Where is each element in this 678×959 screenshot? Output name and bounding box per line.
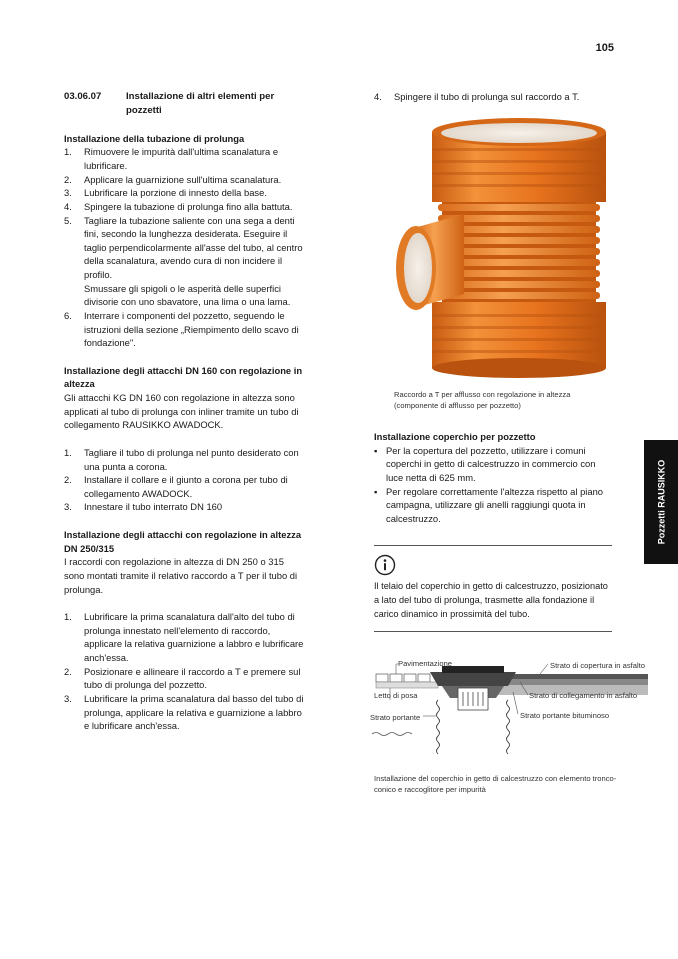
bullet-icon: ▪ <box>374 444 378 456</box>
label-strato-bituminoso: Strato portante bituminoso <box>520 711 610 720</box>
bedding-layer <box>376 682 438 688</box>
list-item: 3. Innestare il tubo interrato DN 160 <box>64 501 223 513</box>
ground-line <box>372 733 412 736</box>
bottom-rim <box>432 358 606 378</box>
page-number: 105 <box>595 42 614 54</box>
left-column <box>64 90 304 733</box>
label-pavimentazione: Pavimentazione <box>398 659 453 668</box>
paving-blocks <box>376 674 430 682</box>
step-text: Tagliare la tubazione saliente con una sega a denti fini, secondo la lunghezza desiderata. Eseguire il taglio perpendicolarmente all'asse del tubo, al centro della scanalatura, avendo cura di non incidere il profilo. <box>84 214 303 281</box>
t-fitting-photo <box>394 118 614 380</box>
diagram-caption: Installazione del coperchio in getto di calcestruzzo con elemento tronco-conico e raccoglitore per impurità <box>374 774 617 795</box>
dn160-steps <box>64 446 304 514</box>
label-strato-copertura: Strato di copertura in asfalto <box>550 661 645 670</box>
dn160-heading: Installazione degli attacchi DN 160 con regolazione in altezza <box>64 364 303 390</box>
side-tab-label: Pozzetti RAUSIKKO <box>656 459 667 545</box>
list-item: 1. Rimuovere le impurità dall'ultima scanalatura e lubrificare. <box>64 146 279 172</box>
dn160-intro: Gli attacchi KG DN 160 con regolazione in altezza sono applicati al tubo di prolunga con inliner tramite un tubo di collegamento RAUSIKKO AWADOCK. <box>64 392 299 431</box>
label-strato-collegamento: Strato di collegamento in asfalto <box>529 691 638 700</box>
coperchio-bullets <box>374 444 612 526</box>
dn250-heading: Installazione degli attacchi con regolazione in altezza DN 250/315 <box>64 529 302 554</box>
list-item: 3. Lubrificare la prima scanalatura dal basso del tubo di prolunga, applicare la relativa e guarnizione a labbro e lubrificare anch'essa. <box>64 692 304 732</box>
asphalt-cover-layer <box>498 674 648 679</box>
list-item: 4. Spingere la tubazione di prolunga fino alla battuta. <box>64 200 293 212</box>
info-text: Il telaio del coperchio in getto di calcestruzzo, posizionato a lato del tubo di prolunga, trasmette alla fondazione il carico dinamico in prossimità del tubo. <box>374 581 608 619</box>
cover-frame <box>430 672 516 686</box>
list-item: 1. Lubrificare la prima scanalatura dall'alto del tubo di prolunga innestato nell'elemento di raccordo, applicare la relativa guarnizione a labbro e lubrificare anch'essa. <box>64 611 304 664</box>
list-item: 3. Lubrificare la porzione di innesto della base. <box>64 187 267 199</box>
label-letto-posa: Letto di posa <box>374 691 418 700</box>
prolunga-heading: Installazione della tubazione di prolunga <box>64 132 245 144</box>
coperchio-section <box>374 430 612 525</box>
step-4 <box>374 90 612 104</box>
dn250-steps <box>64 610 304 733</box>
divider <box>374 545 612 546</box>
prolunga-steps <box>64 145 304 349</box>
list-item: 4. Spingere il tubo di prolunga sul raccordo a T. <box>374 91 580 102</box>
list-item: 6. Interrare i componenti del pozzetto, seguendo le istruzioni della sezione „Riempimento dello scavo di fondazione". <box>64 309 299 349</box>
coperchio-heading: Installazione coperchio per pozzetto <box>374 431 536 442</box>
side-branch-opening <box>404 233 432 303</box>
section-number: 03.06.07 <box>64 91 102 102</box>
bullet-icon: ▪ <box>374 485 378 497</box>
divider <box>374 631 612 632</box>
top-opening <box>441 123 597 143</box>
list-item: 2. Posizionare e allineare il raccordo a T e premere sul tubo di prolunga del pozzetto. <box>64 665 301 691</box>
info-icon <box>374 554 396 576</box>
section-title: Installazione di altri elementi per pozzetti <box>126 91 275 116</box>
list-item: 5. Tagliare la tubazione saliente con una sega a denti fini, secondo la lunghezza desiderata. Eseguire il taglio perpendicolarmente all'asse del tubo, al centro della scanalatura, avendo cura di non incidere il profilo. Smussare gli spigoli o le asperità delle superfici divisorie con uno sbavatore, una lima o una lama. <box>64 214 303 308</box>
list-item: ▪ Per la copertura del pozzetto, utilizzare i comuni coperchi in getto di calcestruzzo in commercio con luce netta di 625 mm. <box>374 444 596 483</box>
step-extra-text: Smussare gli spigoli o le asperità delle superfici divisorie con uno sbavatore, una lima o una lama. <box>84 282 291 308</box>
list-item: 2. Applicare la guarnizione sull'ultima scanalatura. <box>64 173 282 185</box>
list-item: 1. Tagliare il tubo di prolunga nel punto desiderato con una punta a corona. <box>64 446 299 472</box>
section-heading <box>64 90 304 118</box>
asphalt-binder-layer <box>498 679 648 685</box>
list-item: 2. Installare il collare e il giunto a corona per tubo di collegamento AWADOCK. <box>64 474 288 499</box>
dn250-intro: I raccordi con regolazione in altezza di DN 250 o 315 sono montati tramite il relativo raccordo a T per il tubo di prolunga. <box>64 556 298 595</box>
section-side-tab <box>644 440 678 564</box>
label-strato-portante: Strato portante <box>370 713 421 722</box>
list-item: ▪ Per regolare correttamente l'altezza rispetto al piano campagna, utilizzare gli anelli raggiungi quota in calcestruzzo. <box>374 485 604 524</box>
photo-caption: Raccordo a T per afflusso con regolazione in altezza (componente di afflusso per pozzetto) <box>394 390 571 411</box>
